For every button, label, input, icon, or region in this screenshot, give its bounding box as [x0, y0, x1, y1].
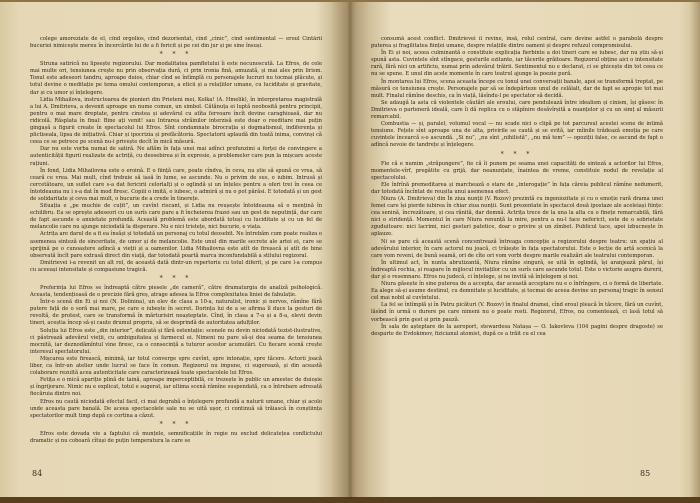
paragraph: Fie că e numim „străpungere”, fie că îi punem pe seama unei capacități de sinteză a actorilor lui Efros, momentele-vîrf, pregătite cu grijă, dar neanunțate, înaintea de vreme, constituie nodul de revelație al spectacolului.: [371, 160, 663, 181]
paragraph: La fel se întîmplă și în Patru picături (V. Rozov) în finalul dramei, cînd eroul pleacă în tăcere, fără un cuvînt, lăsînd în urmă o durere pe care nimeni nu o poate rosti. Regizorul, Efros, nu comentează, ci lasă totul să vorbească prin gest și prin pauză.: [371, 302, 663, 323]
paragraph: Mișcarea este firească, minimă, iar totul converge spre cuvînt, spre intonație, spre tăcere. Actorii joacă liber, ca într-un atelier unde lucrul se face în comun. Regizorul nu impune, ci sugerează, și din această colaborare rezultă acea autenticitate care caracterizează toate spectacolele lui Efros.: [30, 355, 322, 377]
paragraph: Soluția lui Efros este „din interior”, delicată și fără ostentație: scenele nu devin niciodată tezist-ilustrative, ci păstrează adevărul vieții, cu ambiguitatea și farmecul ei. Nimeni nu pare să-și dea seama de tensiunea mocnită, iar deznodămîntul vine firesc, ca o consecință a tuturor acestor acumulări. Cu fiecare scenă crește interesul spectatorului.: [30, 327, 322, 355]
right-page-text: [371, 36, 663, 338]
page-edge: [690, 2, 700, 499]
paragraph: În fond, Lidia Mihailovna este o eroină. E o ființă care, poate cîndva, în ceva, nu știe să spună ce vrea, să ceară ce vrea. Mai mult, cînd trebuie să iasă în lume, se ascunde. Nu o privim de sus, o iubim. Intrusă și cercetătoare, un suflet care s-a dat fericirii celorlalți și o oglindă și un înțeles pentru a oferi trei în ceea ce întotdeauna nu i s-a dat în mod firesc. Copiii o imită, o iubesc, o admiră și nu o pot părăsi. E totodată și un gest de solidaritate și ceva mai mult, o bucurie de a crede în tinerețe.: [30, 167, 322, 202]
section-separator: * * *: [159, 51, 193, 59]
paragraph: Situația e „pe muchie de cuțit”, un cuvînt riscant, și Lidia nu reușește întotdeauna să o mențină în echilibru. Ea se oprește adeseori cu un surîs care pare a fi încheierea frazei sau un gest de neputință, dar care de fapt ascunde o anxietate profundă. Această problemă este abordată totuși cu luciditate și cu un fel de melancolie care nu ajunge niciodată la disperare. Nu e nici tristețe, nici bucurie, e viața.: [30, 203, 322, 231]
left-page-text: [30, 36, 322, 445]
paragraph: Efros este dovada vie a faptului că munțele, semnificațiile în regie nu exclud delicatețea conflictului dramatic și nu coboară cîtuși de puțin temperatura la care se: [30, 430, 322, 444]
page-number-right: 85: [640, 469, 651, 478]
paragraph: Preferința lui Efros se îndreaptă către piesele „de cameră”, către dramaturgia de analiză psihologică. Aceasta, tendențioasă de o precizie fără greș, atrage adesea la Efros complexitatea liniei de fabulație.: [30, 285, 322, 299]
section-separator: * * *: [500, 150, 534, 158]
paragraph: Ele înfrînă premeditarea și marchează o stare de „interogație” în fața căreia publicul rămîne nedumerit, dar totodată încîntat de reușita unui asemenea efect.: [371, 181, 663, 195]
paragraph: Efros nu caută niciodată efectul facil, ci mai degrabă o înțelegere profundă a naturii umane, chiar și acolo unde aceasta pare banală. De aceea spectacolele sale nu se uită ușor, ci continuă să trăiască în conștiința spectatorilor mult timp după ce cortina a căzut.: [30, 398, 322, 419]
section-separator: * * *: [159, 420, 193, 428]
paragraph: Niura găsește în sine puterea de a accepta, dar această acceptare nu e o înfrîngere, ci o formă de libertate. Ea alege să-și asume destinul, cu demnitate și luciditate, și tocmai de aceea devine un personaj tragic în sensul cel mai nobil al cuvîntului.: [371, 281, 663, 302]
paragraph: Combustia — și, paralel, volumul vocal — nu scade nici o clipă pe tot parcursul acestei scene de intimă tensiune. Fețele sînt aproape una de alta, privirile se caută și se evită, iar mîinile trădează emoția pe care cuvintele încearcă s-o ascundă. „Si nu”, „nu sînt „nihilistă”, „nu mă tem” — opoziții false, ce ascund de fapt o adîncă nevoie de tandrețe și înțelegere.: [371, 121, 663, 149]
paragraph: În sala de așteptare de la aeroport, stewardesa Natașa — O. Iakovleva (104 pagini despre dragoste) se desparte de Evdokimov, fizicianul atomist, după ce a trăit cu el cea: [371, 323, 663, 337]
paragraph: Actrița are darul de a fi ea însăși și totodată un personaj cu totul deosebit. Ne întrebăm cum poate realiza o asemenea sinteză de sinceritate, de umor și de melancolie. Este unul din marile secrete ale artei ei, care se sprijină pe o cunoaștere adîncă a vieții și a oamenilor. Lidia Mihailovna este atît de firească și atît de bine observată încît pare extrasă direct din viață, dar totodată poartă marca inconfundabilă a stilului regizoral.: [30, 231, 322, 259]
left-page: [30, 36, 322, 482]
page-number-left: 84: [32, 469, 43, 478]
paragraph: Fetița e o mică apariție plină de taină, aproape imperceptibilă, ce trezește în public un amestec de duioșie și îngrijorare. Nimic nu e explicat, totul e sugerat, iar ultima scenă rămîne suspendată, ca o întrebare adresată fiecăruia dintre noi.: [30, 377, 322, 398]
paragraph: Struna satirică nu lipsește regizorului. Dar modalitatea pamfletului îi este necunoscută. La Efros, de cele mai multe ori, tensiunea crește nu prin observația dură, ci prin ironia fină, amuzată, și mai ales prin lirism. Tonul este adeseori tandru, aproape duios, chiar cînd se întîmplă cu personajele lucruri nu tocmai plăcute, și totul devine o meditație pe tema omului contemporan, a eticii și a relațiilor umane, cu luciditate și gravitate, dar și cu umor și înțelegere.: [30, 61, 322, 96]
section-separator: * * *: [159, 275, 193, 282]
right-page: [371, 36, 663, 482]
paragraph: consumă acest conflict. Dmitrievei îi revine, însă, rolul central, care devine astfel o parabolă despre puterea și fragilitatea ființei umane, despre relațiile dintre oameni și despre refuzul compromisului.: [371, 36, 663, 50]
paragraph: Într-o scenă din Ei și noi (N. Dolinina), un elev de clasa a 10-a, naturalist, ironic și nervos, rămîne fără putere față de o soră mai mare, pe care o iubește în secret. Dorința lui de a se afirma îl duce la gesturi de revoltă, de protest, care se transformă în mărturisiri neașteptate. Cînd, în clasa a 7-a și a 8-a, elevii devin tineri, aceștia încep să-și caute drumul propriu, să se desprindă de autoritatea adulților.: [30, 299, 322, 327]
paragraph: În montarea lui Efros, scena aceasta începe cu tonul unei conversații banale, apoi se transformă treptat, pe măsură ce tensiunea crește. Personajele par să se îndepărteze unul de celălalt, dar de fapt se apropie tot mai mult. Finalul rămîne deschis, ca în viață, lăsîndu-l pe spectator să decidă.: [371, 78, 663, 99]
paragraph: Dar nu este vorba numai de satiră. Ne aflăm în fața unei mai adînci profunzimi a forței de convingere a autenticității figurii realizate de actriță, cu deosebirea și în expresie, a problemelor care pun la mișcare aceste rațiuni.: [30, 146, 322, 167]
paragraph: Dmitrievei i-a revenit un alt rol, de această dată dintr-un repertoriu cu totul diferit, și pe care l-a compus cu aceeași intensitate și compasiune tragică.: [30, 259, 322, 273]
paragraph: Se adaugă la asta că violentele căutări ale eroului, care pendulează între idealism și cinism, își găsesc în Dmitrieva o parteneră ideală, care îi dă replica cu o stăpînire desăvîrșită a nuanțelor și cu un simț al măsurii remarcabil.: [371, 99, 663, 121]
paragraph: Niura (A. Dmitrieva) din În ziua nunții (V. Rozov) prezintă cu ingeniozitate și cu o emoție rară drama unei femei care își pierde iubirea în chiar ziua nunții. Sunt prezentate în spectacol două ipostaze ale aceleiași ființe: cea senină, încrezătoare, și cea rănită, dar demnă. Actrița trece de la una la alta cu o finețe remarcabilă, fără nici o stridență. Momentul în care Niura renunță la mire, pentru a nu-l face nefericit, este de o sobrietate zguduitoare: nici lacrimi, nici gesturi patetice, doar o privire și un zîmbet. Publicul tace, apoi izbucnește în aplauze.: [371, 195, 663, 238]
paragraph: Ni se pare că această scenă concentrează întreaga concepție a regizorului despre teatru: un spațiu al adevărului interior, în care actorul nu joacă, ci trăiește în fața spectatorului. Este o lecție de artă scenică la care vom reveni, de bună seamă, ori de cîte ori vom vorbi despre marile realizări ale teatrului contemporan.: [371, 238, 663, 259]
gutter-shadow: [330, 2, 370, 499]
paragraph: În Ei și noi, aceea culminantă o constituie explicația fierbinte a doi tineri care se iubesc, dar nu știu să-și spună asta. Cuvintele sînt stîngace, gesturile ezitante, iar tăcerile grăitoare. Regizorul obține aici o intensitate rară, fără nici un artificiu, numai prin adevărul trăirii. Sentimentul nu e declarat, ci se ghicește din tot ceea ce nu se spune. E unul din acele momente în care teatrul ajunge la poezie pură.: [371, 50, 663, 78]
paragraph: colege amoreziate de el, cînd orgolios, cînd dezorientat, cînd „cinic”, cînd sentimental — eroul Cîntării bucuriei nimicește mereu în încercările lui de a fi fericit și pe cei din jur și pe sine însuși.: [30, 36, 322, 50]
paragraph: În ultimul act, în nunta abrutizantă, Niura rămîne singură, se uită în oglindă, își aranjează părul, își îndreaptă rochia, și reapare în mijlocul invitaților cu un surîs care ascunde totul. Este o victorie asupra durerii, dar și o resemnare. Efros nu judecă, ci înțelege, și ne invită să înțelegem și noi.: [371, 259, 663, 280]
paragraph: Lidia Mihailova, instructoarea de pionieri din Prieteni mei, Kolka! (A. Hmelik), în interpretarea magistrală a lui A. Dmitrieva, a devenit aproape un nume comun, un simbol. Cătănuța ei luptă neobosită pentru principii, pentru o mai mare dreptate, pentru cinstea și adevărul cu atîta fervoare încît devine caraghioasă, dar nu ridicolă. Răsplata în final: Bine ați venit! sau Intrarea străinilor interzisă este doar o reeditare mai puțin gingașă a figurii create în spectacolul lui Efros. Sînt condamnate birocrația și dogmatismul, indiferența și plictiseala, lipsa de inițiativă. Chiar și ipocrizia și prefăcătoria. Spectatorii aplaudă din toată inima, convinși că ceea ce se petrece pe scenă nu-i privește decît în mică măsură.: [30, 96, 322, 146]
